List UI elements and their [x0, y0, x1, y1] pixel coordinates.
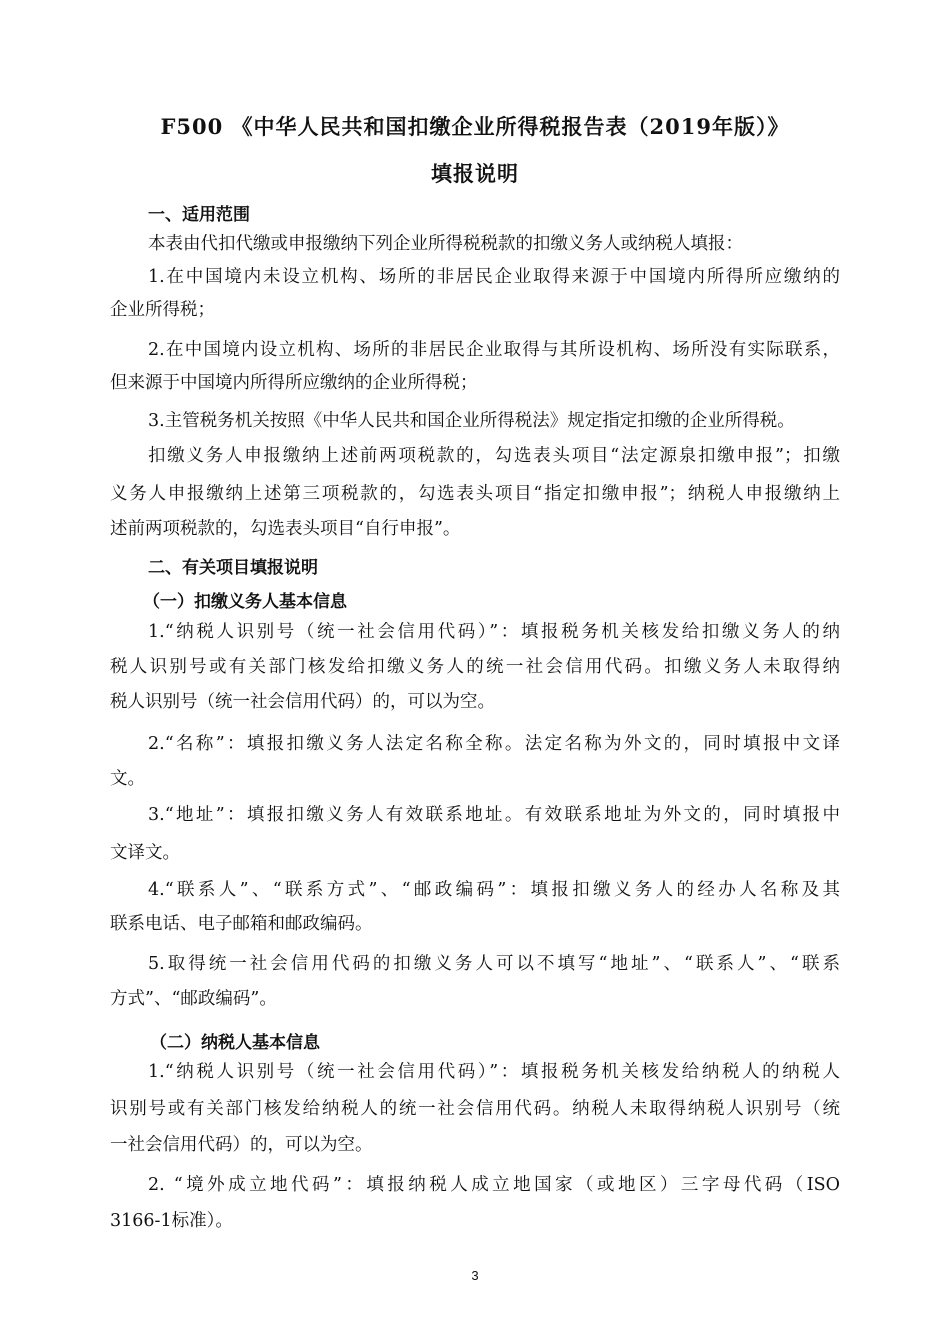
paragraph-line: 2.“名称”：填报扣缴义务人法定名称全称。法定名称为外文的，同时填报中文译	[148, 734, 840, 754]
subsection-heading-withholder: （一）扣缴义务人基本信息	[143, 592, 347, 612]
paragraph-line: 但来源于中国境内所得所应缴纳的企业所得税；	[110, 373, 478, 393]
paragraph-line: 识别号或有关部门核发给纳税人的统一社会信用代码。纳税人未取得纳税人识别号（统	[110, 1099, 840, 1119]
paragraph-line: 扣缴义务人申报缴纳上述前两项税款的，勾选表头项目“法定源泉扣缴申报”；扣缴	[148, 446, 840, 466]
paragraph-line: 联系电话、电子邮箱和邮政编码。	[110, 914, 373, 934]
paragraph-line: 一社会信用代码）的，可以为空。	[110, 1135, 373, 1155]
paragraph-line: 述前两项税款的，勾选表头项目“自行申报”。	[110, 519, 461, 539]
paragraph-line: 方式”、“邮政编码”。	[110, 989, 277, 1009]
paragraph-line: 2. “境外成立地代码”：填报纳税人成立地国家（或地区）三字母代码（ISO	[148, 1175, 840, 1195]
paragraph-line: 1.“纳税人识别号（统一社会信用代码）”：填报税务机关核发给扣缴义务人的纳	[148, 622, 840, 642]
paragraph-line: 1.“纳税人识别号（统一社会信用代码）”：填报税务机关核发给纳税人的纳税人	[148, 1062, 840, 1082]
paragraph-line: 2.在中国境内设立机构、场所的非居民企业取得与其所设机构、场所没有实际联系，	[148, 340, 840, 360]
paragraph-line: 3166-1标准）。	[110, 1211, 233, 1231]
paragraph-line: 1.在中国境内未设立机构、场所的非居民企业取得来源于中国境内所得所应缴纳的	[148, 267, 840, 287]
section-heading-scope: 一、适用范围	[148, 205, 250, 225]
subsection-heading-taxpayer: （二）纳税人基本信息	[150, 1033, 320, 1053]
document-title: F500 《中华人民共和国扣缴企业所得税报告表（2019年版）》	[160, 114, 790, 139]
paragraph-line: 3.“地址”：填报扣缴义务人有效联系地址。有效联系地址为外文的，同时填报中	[148, 805, 840, 825]
paragraph-line: 文译文。	[110, 843, 180, 863]
paragraph-line: 税人识别号（统一社会信用代码）的，可以为空。	[110, 692, 495, 712]
paragraph-line: 本表由代扣代缴或申报缴纳下列企业所得税税款的扣缴义务人或纳税人填报：	[148, 234, 743, 254]
paragraph-line: 义务人申报缴纳上述第三项税款的，勾选表头项目“指定扣缴申报”；纳税人申报缴纳上	[110, 484, 840, 504]
document-subtitle: 填报说明	[431, 161, 519, 186]
section-heading-items: 二、有关项目填报说明	[148, 558, 318, 578]
paragraph-line: 5.取得统一社会信用代码的扣缴义务人可以不填写“地址”、“联系人”、“联系	[148, 954, 840, 974]
paragraph-line: 文。	[110, 769, 145, 789]
paragraph-line: 3.主管税务机关按照《中华人民共和国企业所得税法》规定指定扣缴的企业所得税。	[148, 411, 795, 431]
page-number: 3	[471, 1268, 479, 1283]
paragraph-line: 4.“联系人”、“联系方式”、“邮政编码”：填报扣缴义务人的经办人名称及其	[148, 880, 840, 900]
paragraph-line: 企业所得税；	[110, 300, 215, 320]
paragraph-line: 税人识别号或有关部门核发给扣缴义务人的统一社会信用代码。扣缴义务人未取得纳	[110, 657, 840, 677]
